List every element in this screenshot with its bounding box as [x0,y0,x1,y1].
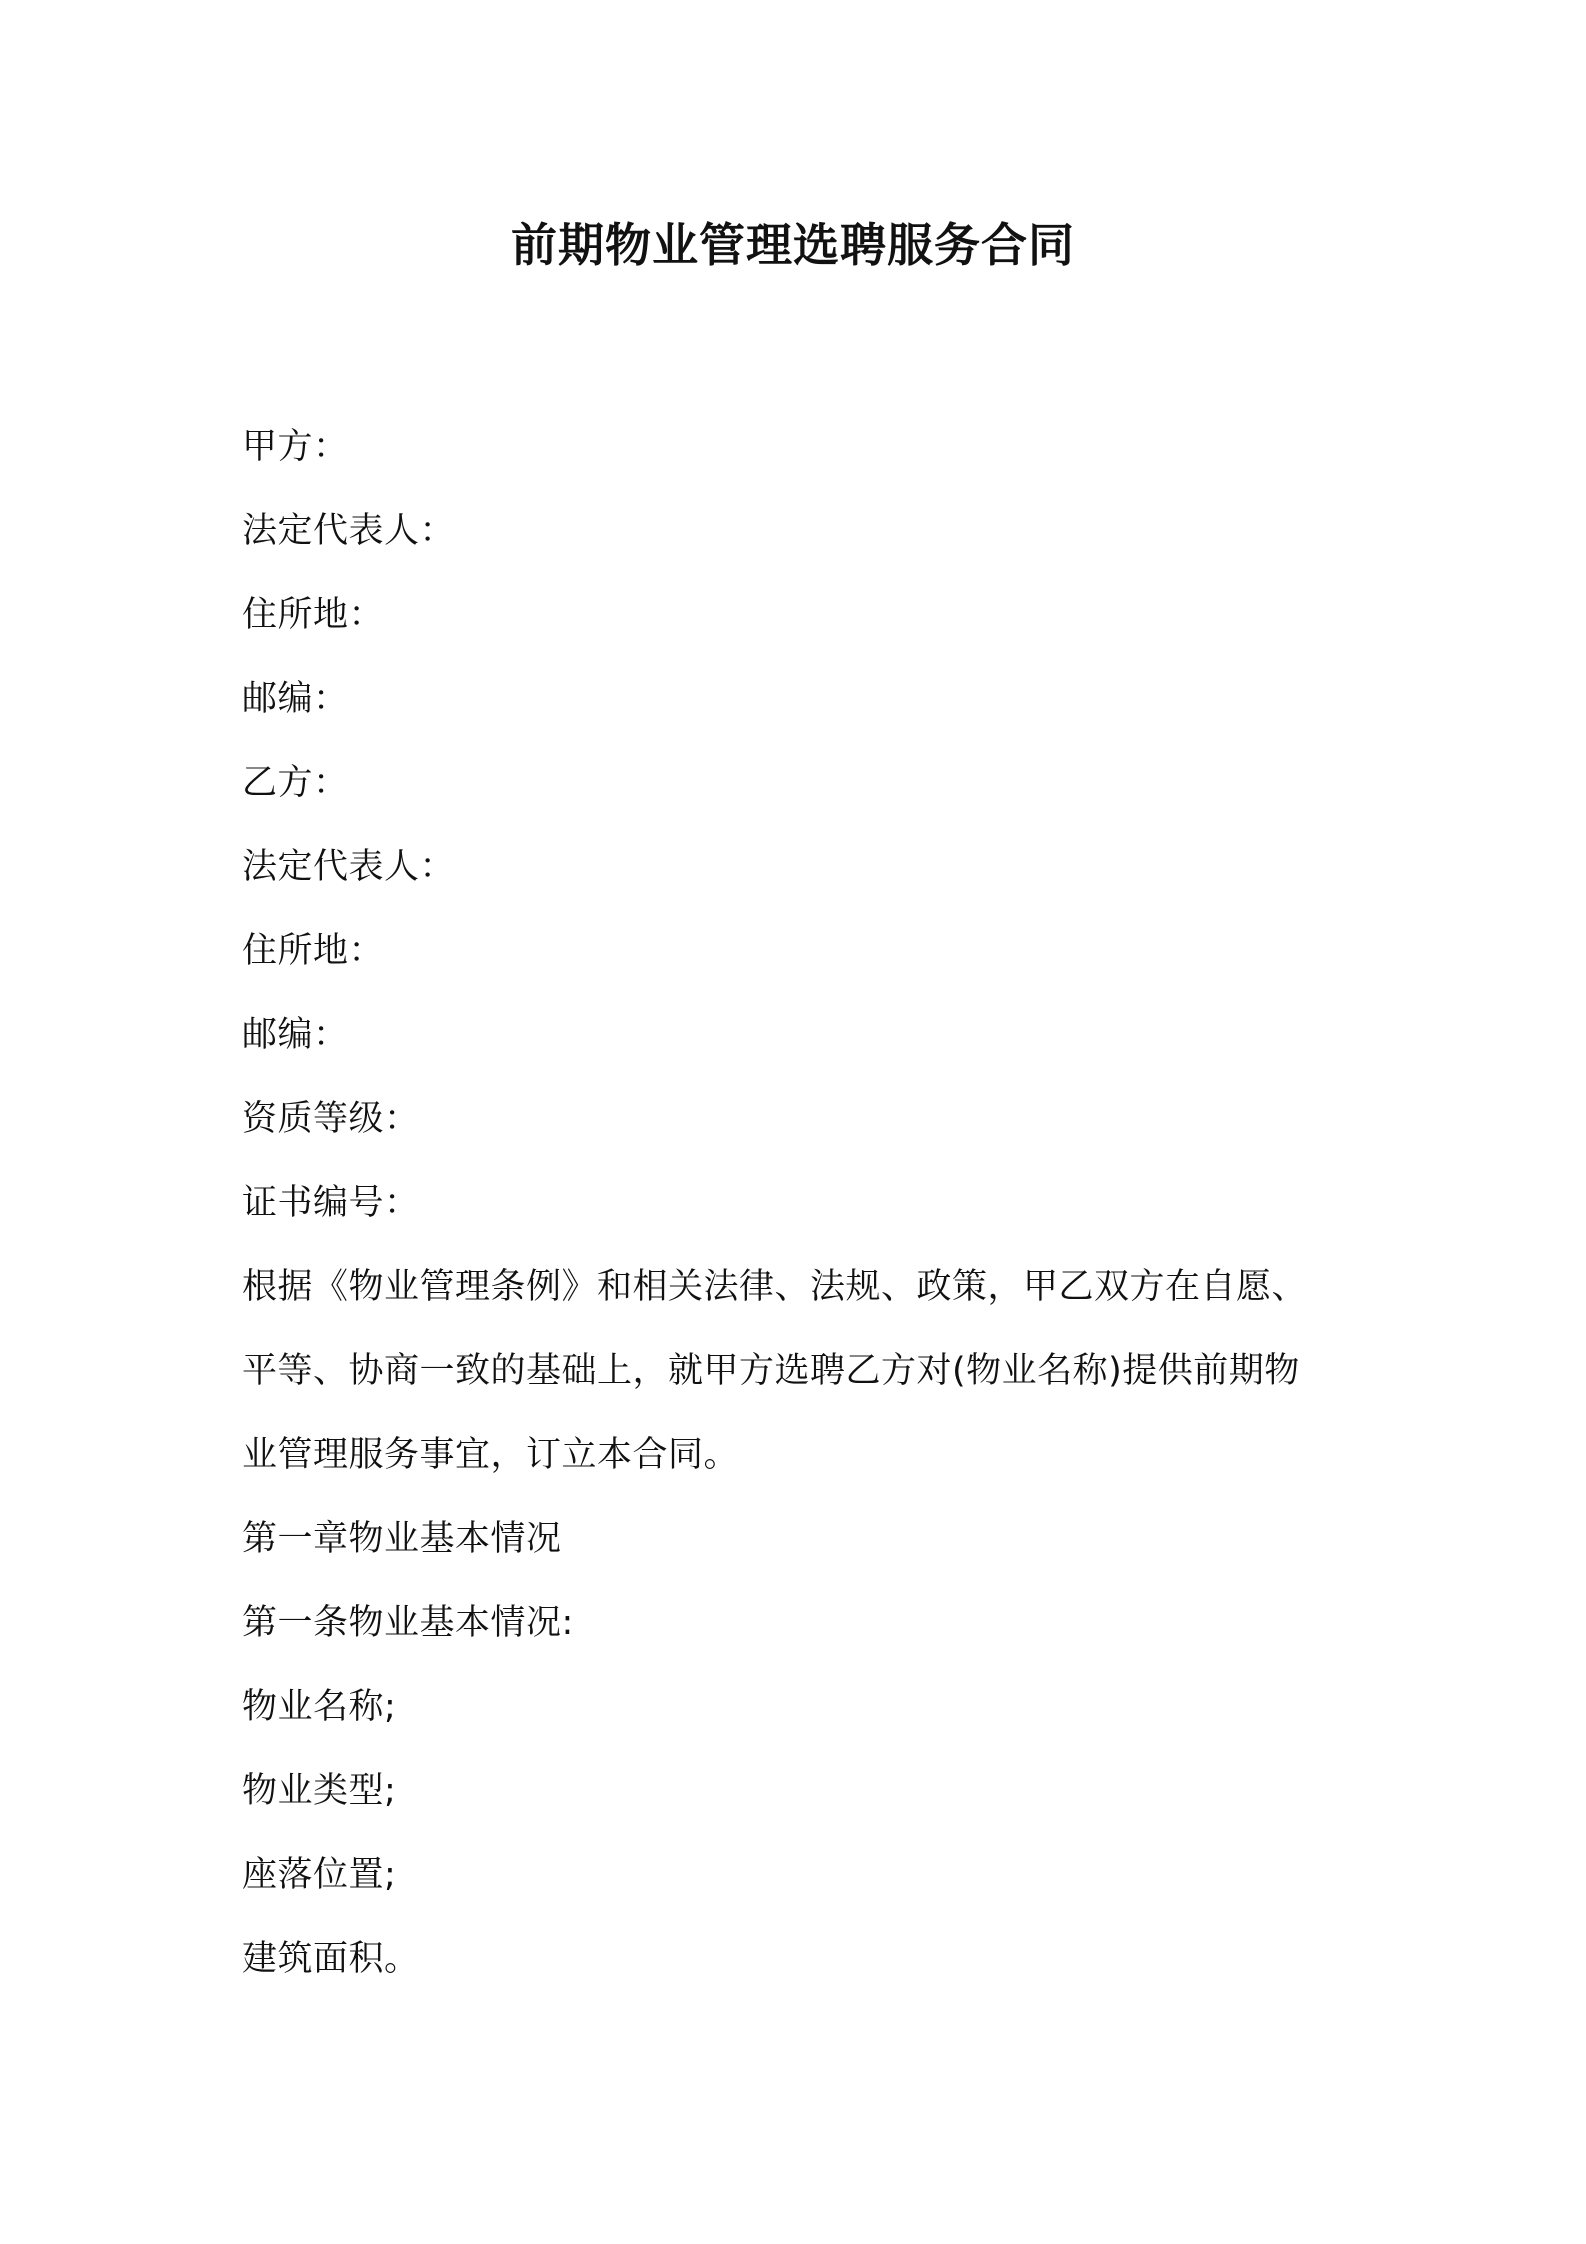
preamble-line: 业管理服务事宜，订立本合同。 [242,1435,740,1475]
party-a-address-label: 住所地： [242,595,385,635]
chapter-heading: 第一章物业基本情况 [242,1519,562,1559]
party-b-certificate-label: 证书编号： [242,1183,420,1223]
preamble-line: 根据《物业管理条例》和相关法律、法规、政策，甲乙双方在自愿、 [242,1267,1308,1307]
preamble-line: 平等、协商一致的基础上，就甲方选聘乙方对(物业名称)提供前期物 [242,1351,1300,1391]
property-item: 物业名称; [242,1687,397,1727]
party-a-label: 甲方： [242,427,349,467]
party-b-postcode-label: 邮编： [242,1015,349,1055]
property-item: 物业类型; [242,1771,397,1811]
party-b-address-label: 住所地： [242,931,385,971]
property-item: 座落位置; [242,1855,397,1895]
document-title: 前期物业管理选聘服务合同 [511,218,1075,272]
article-heading: 第一条物业基本情况: [242,1603,574,1643]
document-body [242,405,1362,2001]
property-item: 建筑面积。 [242,1939,420,1979]
party-a-postcode-label: 邮编： [242,679,349,719]
party-b-label: 乙方： [242,763,349,803]
party-a-legal-rep-label: 法定代表人： [242,511,456,551]
party-b-qualification-label: 资质等级： [242,1099,420,1139]
preamble-paragraph [242,1245,1362,1497]
party-b-legal-rep-label: 法定代表人： [242,847,456,887]
